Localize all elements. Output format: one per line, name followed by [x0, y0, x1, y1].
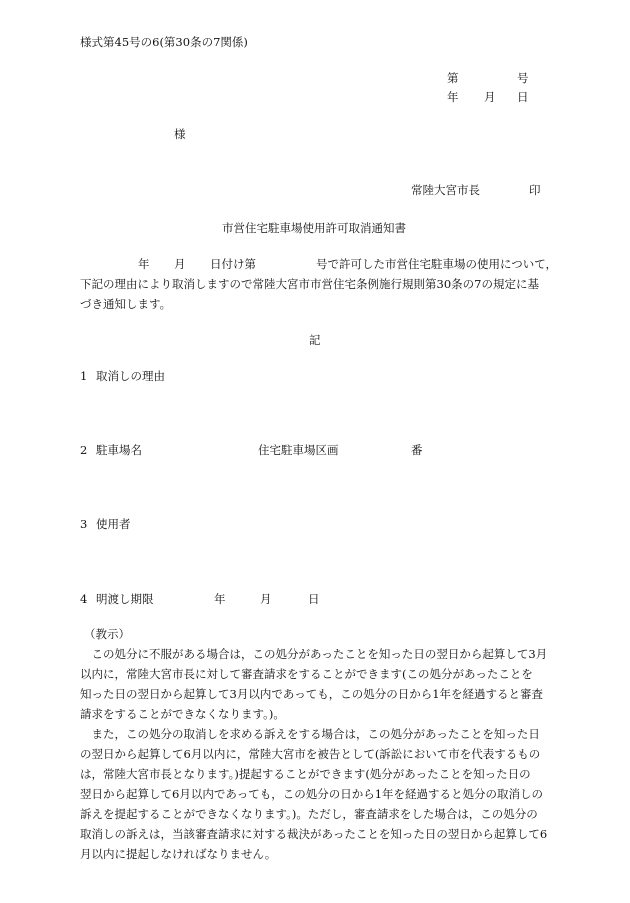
- intro-number-suffix: 号で許可した市営住宅駐車場の使用について，: [316, 257, 558, 271]
- date-year: 年: [447, 90, 459, 104]
- notice-p1-line: 以内に，常陸大宮市長に対して審査請求をすることができます(この処分があったことを: [80, 667, 533, 681]
- notice-p1-line: 請求をすることができなくなります。)。: [80, 707, 285, 721]
- intro-month: 月: [174, 257, 186, 271]
- notice-p1-line: この処分に不服がある場合は，この処分があったことを知った日の翌日から起算して3月: [91, 647, 548, 661]
- notice-p2-line: 翌日から起算して6月以内であっても，この処分の日から1年を経過すると処分の取消しの: [80, 787, 544, 801]
- item-deadline-year: 年: [214, 592, 226, 606]
- item-parking-number: 2: [80, 443, 88, 457]
- notice-p2-line: また，この処分の取消しを求める訴えをする場合は，この処分があったことを知った日: [91, 727, 540, 741]
- item-parking-section-label: 住宅駐車場区画: [258, 443, 339, 457]
- item-deadline-number: 4: [80, 592, 88, 606]
- notice-p2-line: 訴えを提起することができなくなります。)。ただし，審査請求をした場合は，この処分の: [80, 807, 538, 821]
- date-month: 月: [484, 90, 496, 104]
- ki-heading: 記: [309, 333, 321, 347]
- item-reason-number: 1: [80, 369, 88, 383]
- notice-p2-line: 取消しの訴えは，当該審査請求に対する裁決があったことを知った日の翌日から起算して6: [80, 827, 548, 841]
- item-user-number: 3: [80, 517, 88, 531]
- doc-number-dai: 第: [447, 71, 459, 85]
- notice-paragraph-2: [80, 724, 550, 864]
- issuer-name: 常陸大宮市長: [411, 183, 480, 197]
- notice-p2-line: 月以内に提起しなければなりません。: [80, 847, 277, 861]
- item-reason-label: 取消しの理由: [96, 369, 165, 383]
- item-deadline-month: 月: [260, 592, 272, 606]
- item-parking-ban: 番: [411, 443, 423, 457]
- notice-p1-line: 知った日の翌日から起算して3月以内であっても，この処分の日から1年を経過すると審査: [80, 687, 544, 701]
- notice-p2-line: は，常陸大宮市長となります。)提起することができます(処分があったことを知った日の: [80, 767, 531, 781]
- notice-p2-line: の翌日から起算して6月以内に，常陸大宮市を被告として(訴訟において市を代表するもの: [80, 747, 541, 761]
- form-number: 様式第45号の6(第30条の7関係): [80, 35, 248, 49]
- intro-year: 年: [138, 257, 150, 271]
- date-day: 日: [517, 90, 529, 104]
- intro-line-3: づき通知します。: [80, 297, 172, 311]
- intro-date-prefix: 日付け第: [210, 257, 256, 271]
- item-deadline-label: 明渡し期限: [96, 592, 154, 606]
- item-deadline-day: 日: [308, 592, 320, 606]
- doc-number-go: 号: [517, 71, 529, 85]
- recipient-suffix: 様: [174, 127, 186, 141]
- intro-line-2: 下記の理由により取消しますので常陸大宮市市営住宅条例施行規則第30条の7の規定に基: [80, 277, 539, 291]
- issuer-seal: 印: [529, 183, 541, 197]
- document-title: 市営住宅駐車場使用許可取消通知書: [222, 221, 406, 235]
- item-user-label: 使用者: [96, 517, 131, 531]
- item-parking-label: 駐車場名: [96, 443, 142, 457]
- notice-paragraph-1: [80, 644, 550, 724]
- notice-heading: （教示）: [84, 627, 130, 641]
